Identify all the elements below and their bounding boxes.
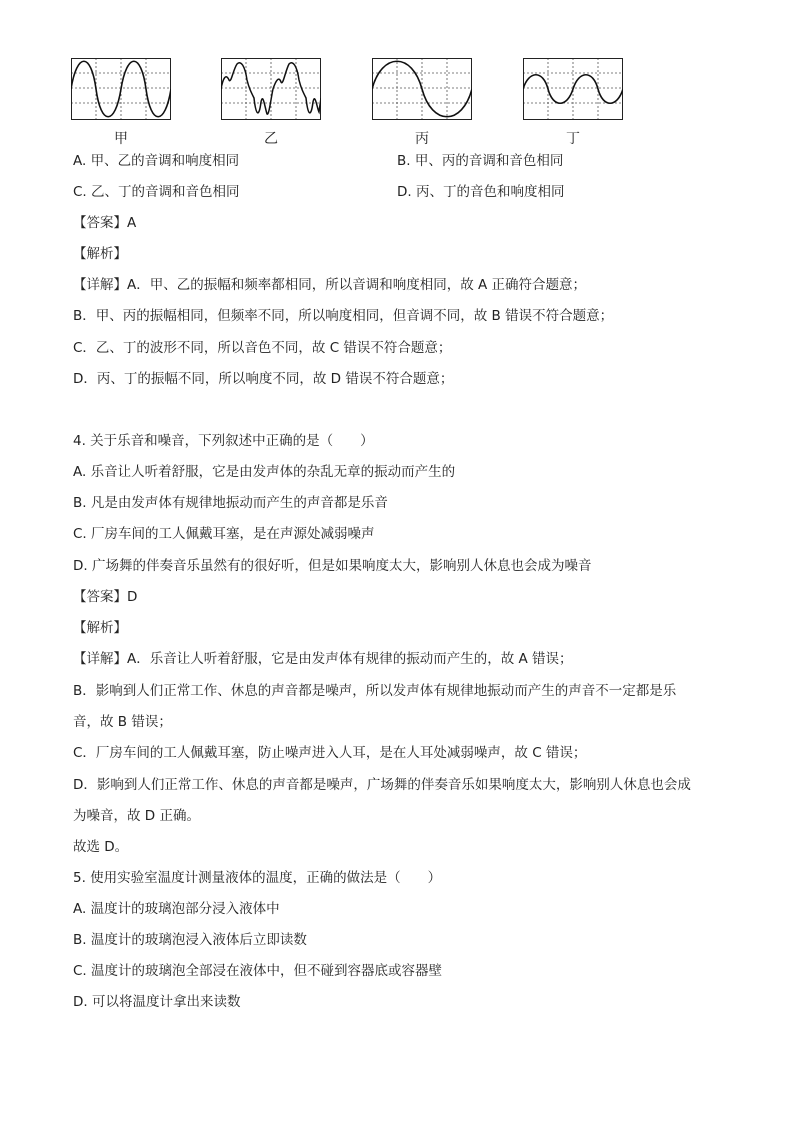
q4-conclusion: 故选 D。 — [73, 839, 129, 855]
q4-option-c: C. 厂房车间的工人佩戴耳塞，是在声源处减弱噪声 — [73, 526, 375, 542]
q3-option-d: D. 丙、丁的音色和响度相同 — [397, 184, 565, 200]
q5-option-d: D. 可以将温度计拿出来读数 — [73, 994, 241, 1010]
q5-stem: 5. 使用实验室温度计测量液体的温度，正确的做法是（ ） — [73, 870, 442, 886]
q4-detail-line: C．厂房车间的工人佩戴耳塞，防止噪声进入人耳，是在人耳处减弱噪声，故 C 错误； — [73, 745, 587, 761]
waveform-label-yi: 乙 — [264, 131, 278, 147]
q4-detail-line: 为噪音，故 D 正确。 — [73, 808, 200, 824]
waveform-yi — [221, 58, 321, 124]
q3-detail-line: D．丙、丁的振幅不同，所以响度不同，故 D 错误不符合题意； — [73, 371, 454, 387]
q4-detail-line: B．影响到人们正常工作、休息的声音都是噪声，所以发声体有规律地振动而产生的声音不一定都是乐 — [73, 683, 677, 699]
q3-option-a: A. 甲、乙的音调和响度相同 — [73, 153, 240, 169]
q5-option-c: C. 温度计的玻璃泡全部浸在液体中，但不碰到容器底或容器壁 — [73, 963, 443, 979]
q3-detail-line: C．乙、丁的波形不同，所以音色不同，故 C 错误不符合题意； — [73, 340, 452, 356]
q3-option-b: B. 甲、丙的音调和音色相同 — [397, 153, 564, 169]
waveform-bing — [372, 58, 472, 124]
q3-detail-line: B．甲、丙的振幅相同，但频率不同，所以响度相同，但音调不同，故 B 错误不符合题意； — [73, 308, 614, 324]
q4-detail-line: 【详解】A．乐音让人听着舒服，它是由发声体有规律的振动而产生的，故 A 错误； — [73, 651, 573, 667]
q4-stem: 4. 关于乐音和噪音，下列叙述中正确的是（ ） — [73, 433, 374, 449]
q3-answer: 【答案】A — [73, 215, 137, 231]
waveform-jia — [71, 58, 171, 124]
q4-detail-line: 音，故 B 错误； — [73, 714, 172, 730]
q4-answer: 【答案】D — [73, 589, 138, 605]
waveform-label-ding: 丁 — [566, 131, 580, 147]
q4-option-a: A. 乐音让人听着舒服，它是由发声体的杂乱无章的振动而产生的 — [73, 464, 456, 480]
q3-option-c: C. 乙、丁的音调和音色相同 — [73, 184, 240, 200]
q4-option-d: D. 广场舞的伴奏音乐虽然有的很好听，但是如果响度太大，影响别人休息也会成为噪音 — [73, 558, 592, 574]
waveform-ding — [523, 58, 623, 124]
q4-option-b: B. 凡是由发声体有规律地振动而产生的声音都是乐音 — [73, 495, 388, 511]
q4-detail-line: D．影响到人们正常工作、休息的声音都是噪声，广场舞的伴奏音乐如果响度太大，影响别人休息也会成 — [73, 777, 691, 793]
waveform-label-jia: 甲 — [114, 131, 128, 147]
q3-detail-line: 【详解】A．甲、乙的振幅和频率都相同，所以音调和响度相同，故 A 正确符合题意； — [73, 277, 587, 293]
waveform-figure — [0, 58, 794, 148]
waveform-label-bing: 丙 — [415, 131, 429, 147]
q5-option-a: A. 温度计的玻璃泡部分浸入液体中 — [73, 901, 280, 917]
q4-analysis-title: 【解析】 — [73, 620, 127, 636]
q5-option-b: B. 温度计的玻璃泡浸入液体后立即读数 — [73, 932, 307, 948]
q3-analysis-title: 【解析】 — [73, 246, 127, 262]
